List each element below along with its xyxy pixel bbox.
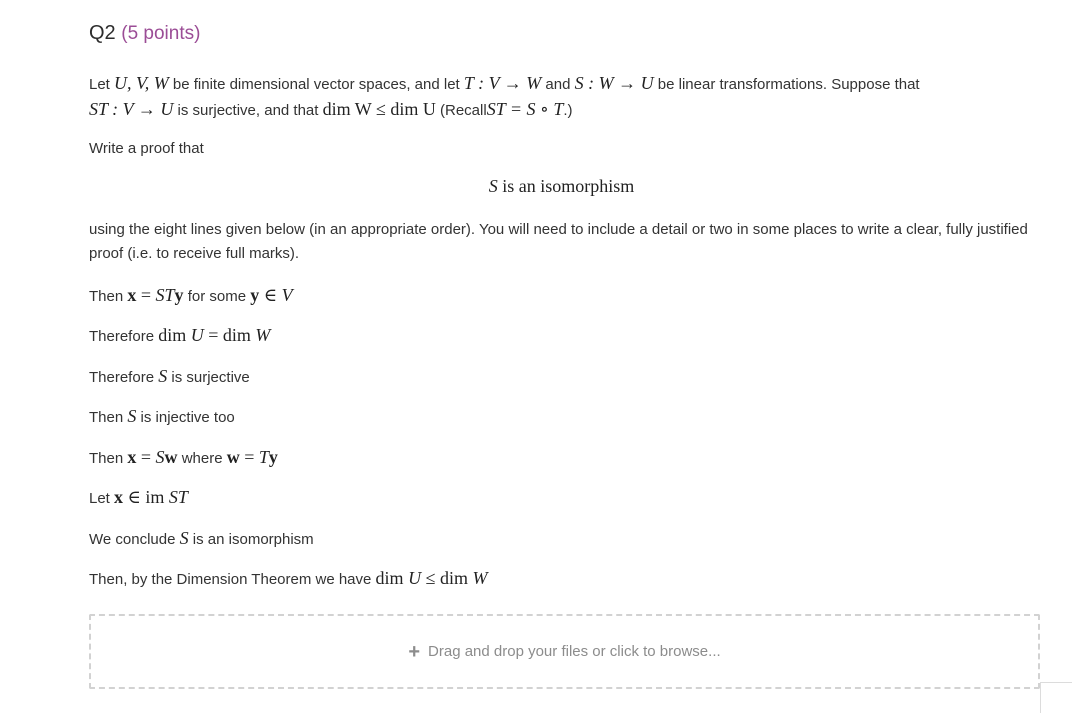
math-dim-inequality: dim W ≤ dim U — [322, 99, 436, 119]
math-composition: ST = S ∘ T — [486, 99, 564, 119]
plus-icon: + — [408, 640, 421, 663]
write-proof-text: Write a proof that — [89, 140, 204, 157]
proof-math: = dim — [203, 325, 256, 345]
claim-S: S — [488, 176, 498, 196]
proof-text: Let — [89, 490, 110, 507]
dropzone-content — [408, 642, 720, 662]
proof-text: is an isomorphism — [192, 531, 314, 548]
proof-line-7 — [89, 526, 314, 552]
proof-math: y — [250, 285, 260, 305]
proof-math: y — [174, 285, 184, 305]
proof-text: for some — [187, 288, 247, 305]
proof-text: Then — [89, 409, 124, 426]
problem-statement — [89, 71, 1034, 123]
proof-math: T — [258, 447, 269, 467]
proof-math: S — [155, 447, 165, 467]
proof-math: x — [127, 447, 137, 467]
text-recall: (Recall — [440, 102, 487, 119]
proof-math: w — [226, 447, 240, 467]
proof-math: ST — [155, 285, 175, 305]
question-number: Q2 — [89, 22, 116, 44]
text-statement-3: is surjective, and that — [177, 102, 319, 119]
proof-line-5 — [89, 445, 278, 471]
proof-math: y — [268, 447, 278, 467]
proof-math: W — [255, 325, 271, 345]
proof-math: U — [408, 568, 422, 588]
proof-math: S — [179, 528, 189, 548]
proof-text: Then, by the Dimension Theorem we have — [89, 571, 372, 588]
proof-math: ∈ im — [123, 487, 169, 507]
proof-line-1 — [89, 283, 293, 309]
text-statement-1: be finite dimensional vector spaces, and let — [172, 76, 460, 93]
math-ST-map: ST : V → U — [89, 99, 174, 119]
claim-statement — [89, 176, 1034, 197]
proof-text: is surjective — [171, 369, 250, 386]
proof-line-6 — [89, 485, 188, 511]
proof-text: Then — [89, 288, 124, 305]
proof-math: ∈ — [259, 285, 282, 305]
question-header — [89, 20, 200, 47]
text-statement-2: be linear transformations. Suppose that — [657, 76, 920, 93]
text-and: and — [545, 76, 571, 93]
proof-math: dim — [158, 325, 191, 345]
math-S-map: S : W → U — [574, 73, 654, 93]
proof-line-4 — [89, 404, 235, 430]
proof-text: Then — [89, 450, 124, 467]
instructions-text: using the eight lines given below (in an appropriate order). You will need to include a detail or two in some places to write a clear, fully justified proof (i.e. to receive full marks). — [89, 221, 1028, 262]
proof-line-3 — [89, 364, 250, 390]
proof-math: ST — [168, 487, 188, 507]
claim-text: is an isomorphism — [502, 176, 635, 196]
proof-line-2 — [89, 323, 270, 349]
proof-math: w — [164, 447, 178, 467]
proof-math: U — [190, 325, 204, 345]
proof-math: V — [281, 285, 293, 305]
proof-math: = — [136, 447, 156, 467]
text-let: Let — [89, 76, 110, 93]
proof-text: Therefore — [89, 328, 155, 345]
proof-math: x — [114, 487, 124, 507]
proof-text: is injective too — [140, 409, 235, 426]
text-close-paren: .) — [563, 102, 573, 119]
proof-text: Therefore — [89, 369, 155, 386]
proof-text: where — [181, 450, 223, 467]
dropzone-label: Drag and drop your files or click to browse... — [428, 643, 721, 660]
math-T-map: T : V → W — [463, 73, 542, 93]
proof-math: W — [472, 568, 488, 588]
proof-math: x — [127, 285, 137, 305]
proof-text: We conclude — [89, 531, 176, 548]
proof-math: dim — [375, 568, 409, 588]
math-spaces: U, V, W — [114, 73, 169, 93]
proof-math: = — [136, 285, 156, 305]
proof-math: S — [127, 406, 137, 426]
proof-math: = — [239, 447, 259, 467]
proof-line-8 — [89, 566, 487, 592]
proof-math: S — [158, 366, 168, 386]
question-points: (5 points) — [121, 23, 201, 44]
proof-math: ≤ dim — [421, 568, 473, 588]
file-upload-dropzone[interactable] — [89, 614, 1040, 689]
